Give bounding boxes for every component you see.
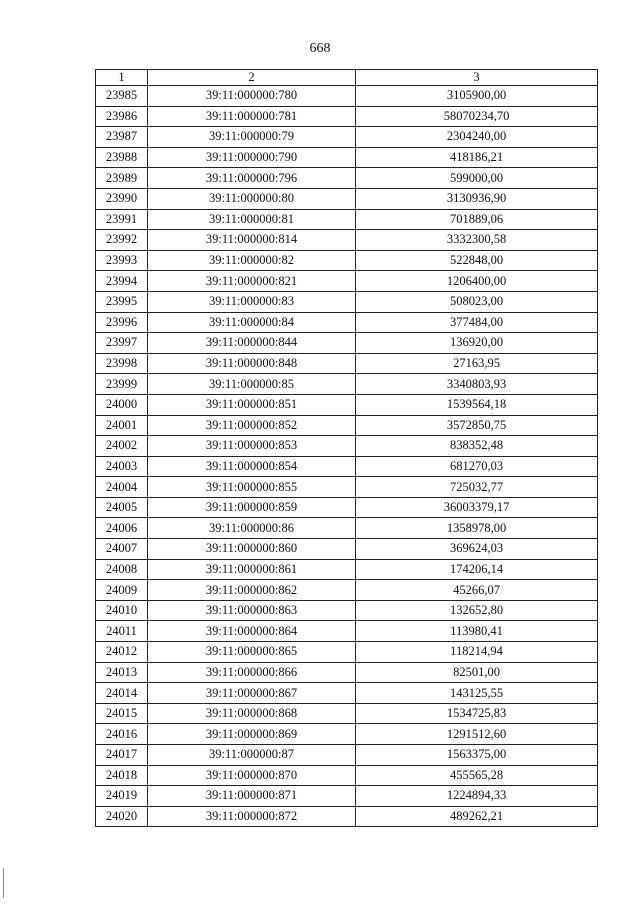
table-row — [96, 271, 598, 292]
table-row — [96, 353, 598, 374]
cadastral-number-cell: 39:11:000000:86 — [148, 518, 356, 539]
cadastral-number-cell: 39:11:000000:853 — [148, 436, 356, 457]
value-cell: 3332300,58 — [356, 230, 598, 251]
table-row — [96, 230, 598, 251]
value-cell: 136920,00 — [356, 333, 598, 354]
row-number-cell: 24010 — [96, 600, 148, 621]
value-cell: 725032,77 — [356, 477, 598, 498]
value-cell: 522848,00 — [356, 250, 598, 271]
cadastral-number-cell: 39:11:000000:83 — [148, 291, 356, 312]
table-row — [96, 456, 598, 477]
value-cell: 174206,14 — [356, 559, 598, 580]
value-cell: 3572850,75 — [356, 415, 598, 436]
cadastral-number-cell: 39:11:000000:869 — [148, 724, 356, 745]
value-cell: 3340803,93 — [356, 374, 598, 395]
row-number-cell: 23989 — [96, 168, 148, 189]
table-row — [96, 703, 598, 724]
row-number-cell: 24017 — [96, 745, 148, 766]
row-number-cell: 23993 — [96, 250, 148, 271]
table-row — [96, 394, 598, 415]
table-row — [96, 683, 598, 704]
table-row — [96, 621, 598, 642]
value-cell: 681270,03 — [356, 456, 598, 477]
value-cell: 369624,03 — [356, 539, 598, 560]
cadastral-number-cell: 39:11:000000:871 — [148, 786, 356, 807]
cadastral-number-cell: 39:11:000000:81 — [148, 209, 356, 230]
value-cell: 1224894,33 — [356, 786, 598, 807]
value-cell: 1291512,60 — [356, 724, 598, 745]
column-header-3: 3 — [356, 70, 598, 86]
table-row — [96, 642, 598, 663]
row-number-cell: 24012 — [96, 642, 148, 663]
value-cell: 1534725,83 — [356, 703, 598, 724]
value-cell: 3130936,90 — [356, 188, 598, 209]
table-row — [96, 786, 598, 807]
cadastral-number-cell: 39:11:000000:859 — [148, 497, 356, 518]
cadastral-number-cell: 39:11:000000:79 — [148, 127, 356, 148]
table-body — [96, 86, 598, 827]
cadastral-number-cell: 39:11:000000:781 — [148, 106, 356, 127]
table-row — [96, 415, 598, 436]
cadastral-number-cell: 39:11:000000:864 — [148, 621, 356, 642]
row-number-cell: 23988 — [96, 147, 148, 168]
value-cell: 489262,21 — [356, 806, 598, 827]
table-row — [96, 333, 598, 354]
table-row — [96, 497, 598, 518]
row-number-cell: 23987 — [96, 127, 148, 148]
row-number-cell: 24000 — [96, 394, 148, 415]
value-cell: 82501,00 — [356, 662, 598, 683]
value-cell: 1206400,00 — [356, 271, 598, 292]
value-cell: 1563375,00 — [356, 745, 598, 766]
header-row — [96, 70, 598, 86]
row-number-cell: 24008 — [96, 559, 148, 580]
cadastral-number-cell: 39:11:000000:87 — [148, 745, 356, 766]
table-header — [96, 70, 598, 86]
cadastral-number-cell: 39:11:000000:855 — [148, 477, 356, 498]
cadastral-number-cell: 39:11:000000:796 — [148, 168, 356, 189]
column-header-1: 1 — [96, 70, 148, 86]
table-row — [96, 765, 598, 786]
table-row — [96, 436, 598, 457]
row-number-cell: 24019 — [96, 786, 148, 807]
table-row — [96, 127, 598, 148]
table-row — [96, 209, 598, 230]
row-number-cell: 24013 — [96, 662, 148, 683]
table-row — [96, 188, 598, 209]
row-number-cell: 23998 — [96, 353, 148, 374]
cadastral-number-cell: 39:11:000000:854 — [148, 456, 356, 477]
row-number-cell: 24016 — [96, 724, 148, 745]
row-number-cell: 23997 — [96, 333, 148, 354]
table-row — [96, 559, 598, 580]
row-number-cell: 23994 — [96, 271, 148, 292]
value-cell: 1358978,00 — [356, 518, 598, 539]
value-cell: 118214,94 — [356, 642, 598, 663]
value-cell: 418186,21 — [356, 147, 598, 168]
cadastral-number-cell: 39:11:000000:780 — [148, 86, 356, 107]
table-row — [96, 147, 598, 168]
row-number-cell: 24001 — [96, 415, 148, 436]
cadastral-number-cell: 39:11:000000:851 — [148, 394, 356, 415]
table-row — [96, 168, 598, 189]
value-cell: 3105900,00 — [356, 86, 598, 107]
value-cell: 132652,80 — [356, 600, 598, 621]
cadastral-number-cell: 39:11:000000:863 — [148, 600, 356, 621]
row-number-cell: 23990 — [96, 188, 148, 209]
cadastral-number-cell: 39:11:000000:80 — [148, 188, 356, 209]
row-number-cell: 23999 — [96, 374, 148, 395]
cadastral-number-cell: 39:11:000000:866 — [148, 662, 356, 683]
value-cell: 143125,55 — [356, 683, 598, 704]
table-row — [96, 662, 598, 683]
cadastral-number-cell: 39:11:000000:821 — [148, 271, 356, 292]
column-header-2: 2 — [148, 70, 356, 86]
table-row — [96, 312, 598, 333]
page-number: 668 — [309, 41, 331, 56]
row-number-cell: 24020 — [96, 806, 148, 827]
table-row — [96, 518, 598, 539]
row-number-cell: 24011 — [96, 621, 148, 642]
scan-edge-mark — [3, 868, 4, 898]
cadastral-number-cell: 39:11:000000:84 — [148, 312, 356, 333]
table-row — [96, 374, 598, 395]
row-number-cell: 24003 — [96, 456, 148, 477]
row-number-cell: 24014 — [96, 683, 148, 704]
table-row — [96, 745, 598, 766]
cadastral-number-cell: 39:11:000000:861 — [148, 559, 356, 580]
value-cell: 508023,00 — [356, 291, 598, 312]
row-number-cell: 24002 — [96, 436, 148, 457]
table-row — [96, 724, 598, 745]
value-cell: 2304240,00 — [356, 127, 598, 148]
row-number-cell: 24005 — [96, 497, 148, 518]
cadastral-number-cell: 39:11:000000:868 — [148, 703, 356, 724]
row-number-cell: 24015 — [96, 703, 148, 724]
table-row — [96, 250, 598, 271]
cadastral-number-cell: 39:11:000000:865 — [148, 642, 356, 663]
cadastral-number-cell: 39:11:000000:852 — [148, 415, 356, 436]
cadastral-number-cell: 39:11:000000:85 — [148, 374, 356, 395]
value-cell: 599000,00 — [356, 168, 598, 189]
row-number-cell: 23991 — [96, 209, 148, 230]
row-number-cell: 23992 — [96, 230, 148, 251]
row-number-cell: 23995 — [96, 291, 148, 312]
value-cell: 701889,06 — [356, 209, 598, 230]
row-number-cell: 24006 — [96, 518, 148, 539]
row-number-cell: 24018 — [96, 765, 148, 786]
row-number-cell: 23996 — [96, 312, 148, 333]
table-row — [96, 806, 598, 827]
cadastral-number-cell: 39:11:000000:867 — [148, 683, 356, 704]
table-row — [96, 86, 598, 107]
table-row — [96, 477, 598, 498]
row-number-cell: 24007 — [96, 539, 148, 560]
table-row — [96, 539, 598, 560]
value-cell: 455565,28 — [356, 765, 598, 786]
cadastral-number-cell: 39:11:000000:844 — [148, 333, 356, 354]
row-number-cell: 24009 — [96, 580, 148, 601]
value-cell: 1539564,18 — [356, 394, 598, 415]
cadastral-number-cell: 39:11:000000:872 — [148, 806, 356, 827]
row-number-cell: 24004 — [96, 477, 148, 498]
cadastral-number-cell: 39:11:000000:862 — [148, 580, 356, 601]
table-row — [96, 106, 598, 127]
cadastral-number-cell: 39:11:000000:82 — [148, 250, 356, 271]
value-cell: 377484,00 — [356, 312, 598, 333]
value-cell: 58070234,70 — [356, 106, 598, 127]
table-row — [96, 600, 598, 621]
cadastral-number-cell: 39:11:000000:790 — [148, 147, 356, 168]
cadastral-number-cell: 39:11:000000:860 — [148, 539, 356, 560]
value-cell: 45266,07 — [356, 580, 598, 601]
value-cell: 27163,95 — [356, 353, 598, 374]
cadastral-number-cell: 39:11:000000:848 — [148, 353, 356, 374]
row-number-cell: 23986 — [96, 106, 148, 127]
cadastral-number-cell: 39:11:000000:814 — [148, 230, 356, 251]
registry-table — [95, 69, 598, 827]
row-number-cell: 23985 — [96, 86, 148, 107]
value-cell: 838352,48 — [356, 436, 598, 457]
value-cell: 113980,41 — [356, 621, 598, 642]
value-cell: 36003379,17 — [356, 497, 598, 518]
table-row — [96, 580, 598, 601]
cadastral-number-cell: 39:11:000000:870 — [148, 765, 356, 786]
table-row — [96, 291, 598, 312]
